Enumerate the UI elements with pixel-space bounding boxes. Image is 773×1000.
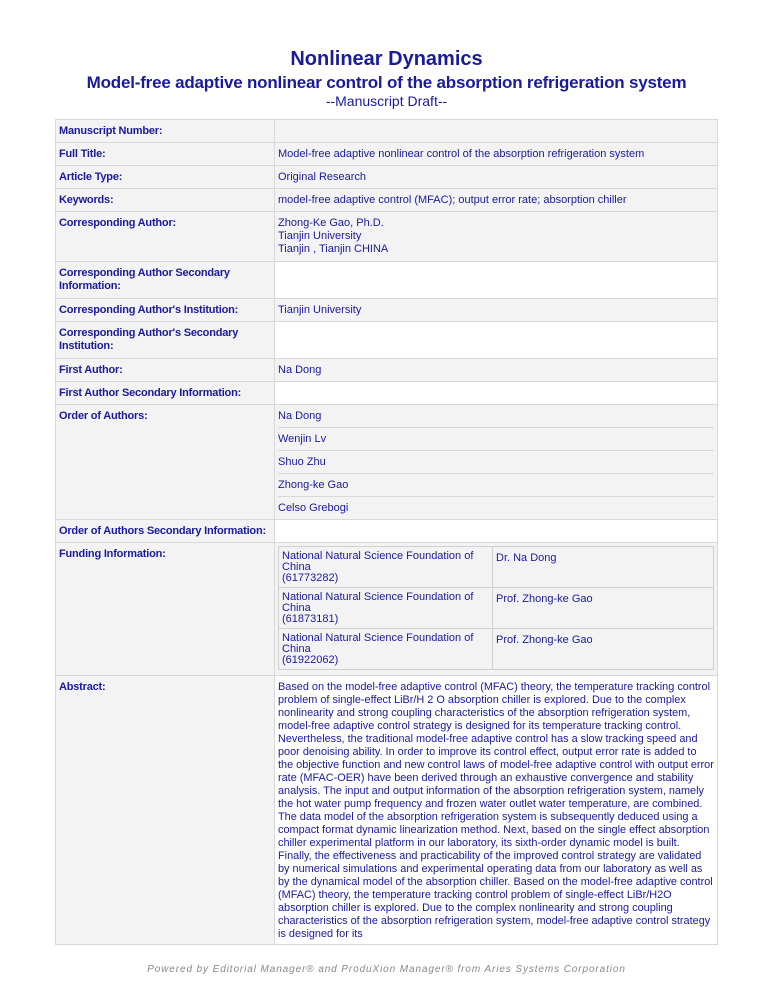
table-row [279, 588, 714, 629]
value-article-type: Original Research [275, 166, 718, 189]
label-first-author-secondary: First Author Secondary Information: [56, 382, 275, 405]
value-abstract: Based on the model-free adaptive control (MFAC) theory, the temperature tracking control problem of single-effect LiBr/H 2 O absorption chiller is explored. Due to the complex nonlinearity and strong coupling characteristics of the absorption refrigeration system, model-free adaptive control strategy is designed for its temperature tracking control. Nevertheless, the traditional model-free adaptive control has a slow tracking speed and poor denoising ability. In order to improve its control effect, output error rate is added to the objective function and new control laws of model-free adaptive control with output error rate (MFAC-OER) have been derived through an exhaustive convergence and stability analysis. The input and output information of the absorption refrigeration system, namely the hot water pump frequency and frozen water outlet water temperature, are combined. The data model of the absorption refrigeration system is subsequently deduced using a compact format dynamic linearization method. Next, based on the single effect absorption chiller experimental platform in our laboratory, its sixth-order dynamic model is built. Finally, the effectiveness and practicability of the improved control strategy are validated by numerical simulations and experimental operating data from our laboratory as well as by the dynamical model of the absorption chiller. Based on the model-free adaptive control (MFAC) theory, the temperature tracking control problem of single-effect LiBr/H2O absorption chiller is explored. Due to the complex nonlinearity and strong coupling characteristics of the absorption refrigeration system, model-free adaptive control strategy is designed for its [275, 676, 718, 945]
funding-source-country: China [282, 561, 311, 573]
value-keywords: model-free adaptive control (MFAC); output error rate; absorption chiller [275, 189, 718, 212]
label-corr-institution: Corresponding Author's Institution: [56, 299, 275, 322]
authors-list [278, 405, 714, 519]
row-corresponding-author [56, 212, 718, 262]
funding-source-name: National Natural Science Foundation of [282, 591, 474, 603]
row-abstract [56, 676, 718, 945]
table-row [279, 629, 714, 670]
value-manuscript-number [275, 120, 718, 143]
funding-recipient: Prof. Zhong-ke Gao [493, 629, 714, 670]
label-first-author: First Author: [56, 359, 275, 382]
row-manuscript-number [56, 120, 718, 143]
funding-source-name: National Natural Science Foundation of [282, 550, 474, 562]
row-first-author-secondary [56, 382, 718, 405]
value-order-of-authors [275, 405, 718, 520]
label-keywords: Keywords: [56, 189, 275, 212]
manuscript-info-table [55, 119, 718, 945]
value-full-title: Model-free adaptive nonlinear control of the absorption refrigeration system [275, 143, 718, 166]
value-funding [275, 543, 718, 676]
value-corr-secondary [275, 262, 718, 299]
funding-grant-number: (61873181) [282, 613, 339, 625]
list-item [278, 405, 714, 428]
value-corr-institution: Tianjin University [275, 299, 718, 322]
row-corr-secondary [56, 262, 718, 299]
label-corr-secondary-institution: Corresponding Author's Secondary Institution: [56, 322, 275, 359]
row-full-title [56, 143, 718, 166]
value-order-secondary [275, 520, 718, 543]
funding-source-country: China [282, 602, 311, 614]
draft-label: --Manuscript Draft-- [325, 93, 448, 109]
label-manuscript-number: Manuscript Number: [56, 120, 275, 143]
row-article-type [56, 166, 718, 189]
funding-grant-number: (61773282) [282, 572, 339, 584]
list-item [278, 428, 714, 451]
label-corr-secondary: Corresponding Author Secondary Information: [56, 262, 275, 299]
row-funding [56, 543, 718, 676]
label-full-title: Full Title: [56, 143, 275, 166]
funding-source [279, 588, 493, 629]
funding-table [278, 546, 714, 670]
label-article-type: Article Type: [56, 166, 275, 189]
label-order-of-authors: Order of Authors: [56, 405, 275, 520]
list-item [278, 497, 714, 520]
funding-recipient: Prof. Zhong-ke Gao [493, 588, 714, 629]
journal-name: Nonlinear Dynamics [290, 48, 483, 70]
value-first-author-secondary [275, 382, 718, 405]
label-corresponding-author: Corresponding Author: [56, 212, 275, 262]
table-row [279, 547, 714, 588]
author-name: Na Dong [278, 405, 714, 428]
funding-source [279, 629, 493, 670]
list-item [278, 474, 714, 497]
funding-source-name: National Natural Science Foundation of [282, 632, 474, 644]
label-order-secondary: Order of Authors Secondary Information: [56, 520, 275, 543]
author-name: Wenjin Lv [278, 428, 714, 451]
row-corr-secondary-institution [56, 322, 718, 359]
label-funding: Funding Information: [56, 543, 275, 676]
row-keywords [56, 189, 718, 212]
value-corresponding-author [275, 212, 718, 262]
label-abstract: Abstract: [56, 676, 275, 945]
row-order-secondary [56, 520, 718, 543]
corr-author-affiliation: Tianjin University [278, 230, 362, 242]
page-header [0, 48, 773, 109]
funding-recipient: Dr. Na Dong [493, 547, 714, 588]
manuscript-title: Model-free adaptive nonlinear control of the absorption refrigeration system [86, 73, 687, 92]
value-first-author: Na Dong [275, 359, 718, 382]
row-first-author [56, 359, 718, 382]
author-name: Shuo Zhu [278, 451, 714, 474]
funding-grant-number: (61922062) [282, 654, 339, 666]
funding-source [279, 547, 493, 588]
corr-author-name: Zhong-Ke Gao, Ph.D. [278, 217, 384, 229]
row-order-of-authors [56, 405, 718, 520]
corr-author-location: Tianjin , Tianjin CHINA [278, 243, 389, 255]
row-corr-institution [56, 299, 718, 322]
author-name: Zhong-ke Gao [278, 474, 714, 497]
footer-powered-by: Powered by Editorial Manager® and ProduXion Manager® from Aries Systems Corporation [147, 964, 626, 975]
list-item [278, 451, 714, 474]
value-corr-secondary-institution [275, 322, 718, 359]
author-name: Celso Grebogi [278, 497, 714, 520]
funding-source-country: China [282, 643, 311, 655]
